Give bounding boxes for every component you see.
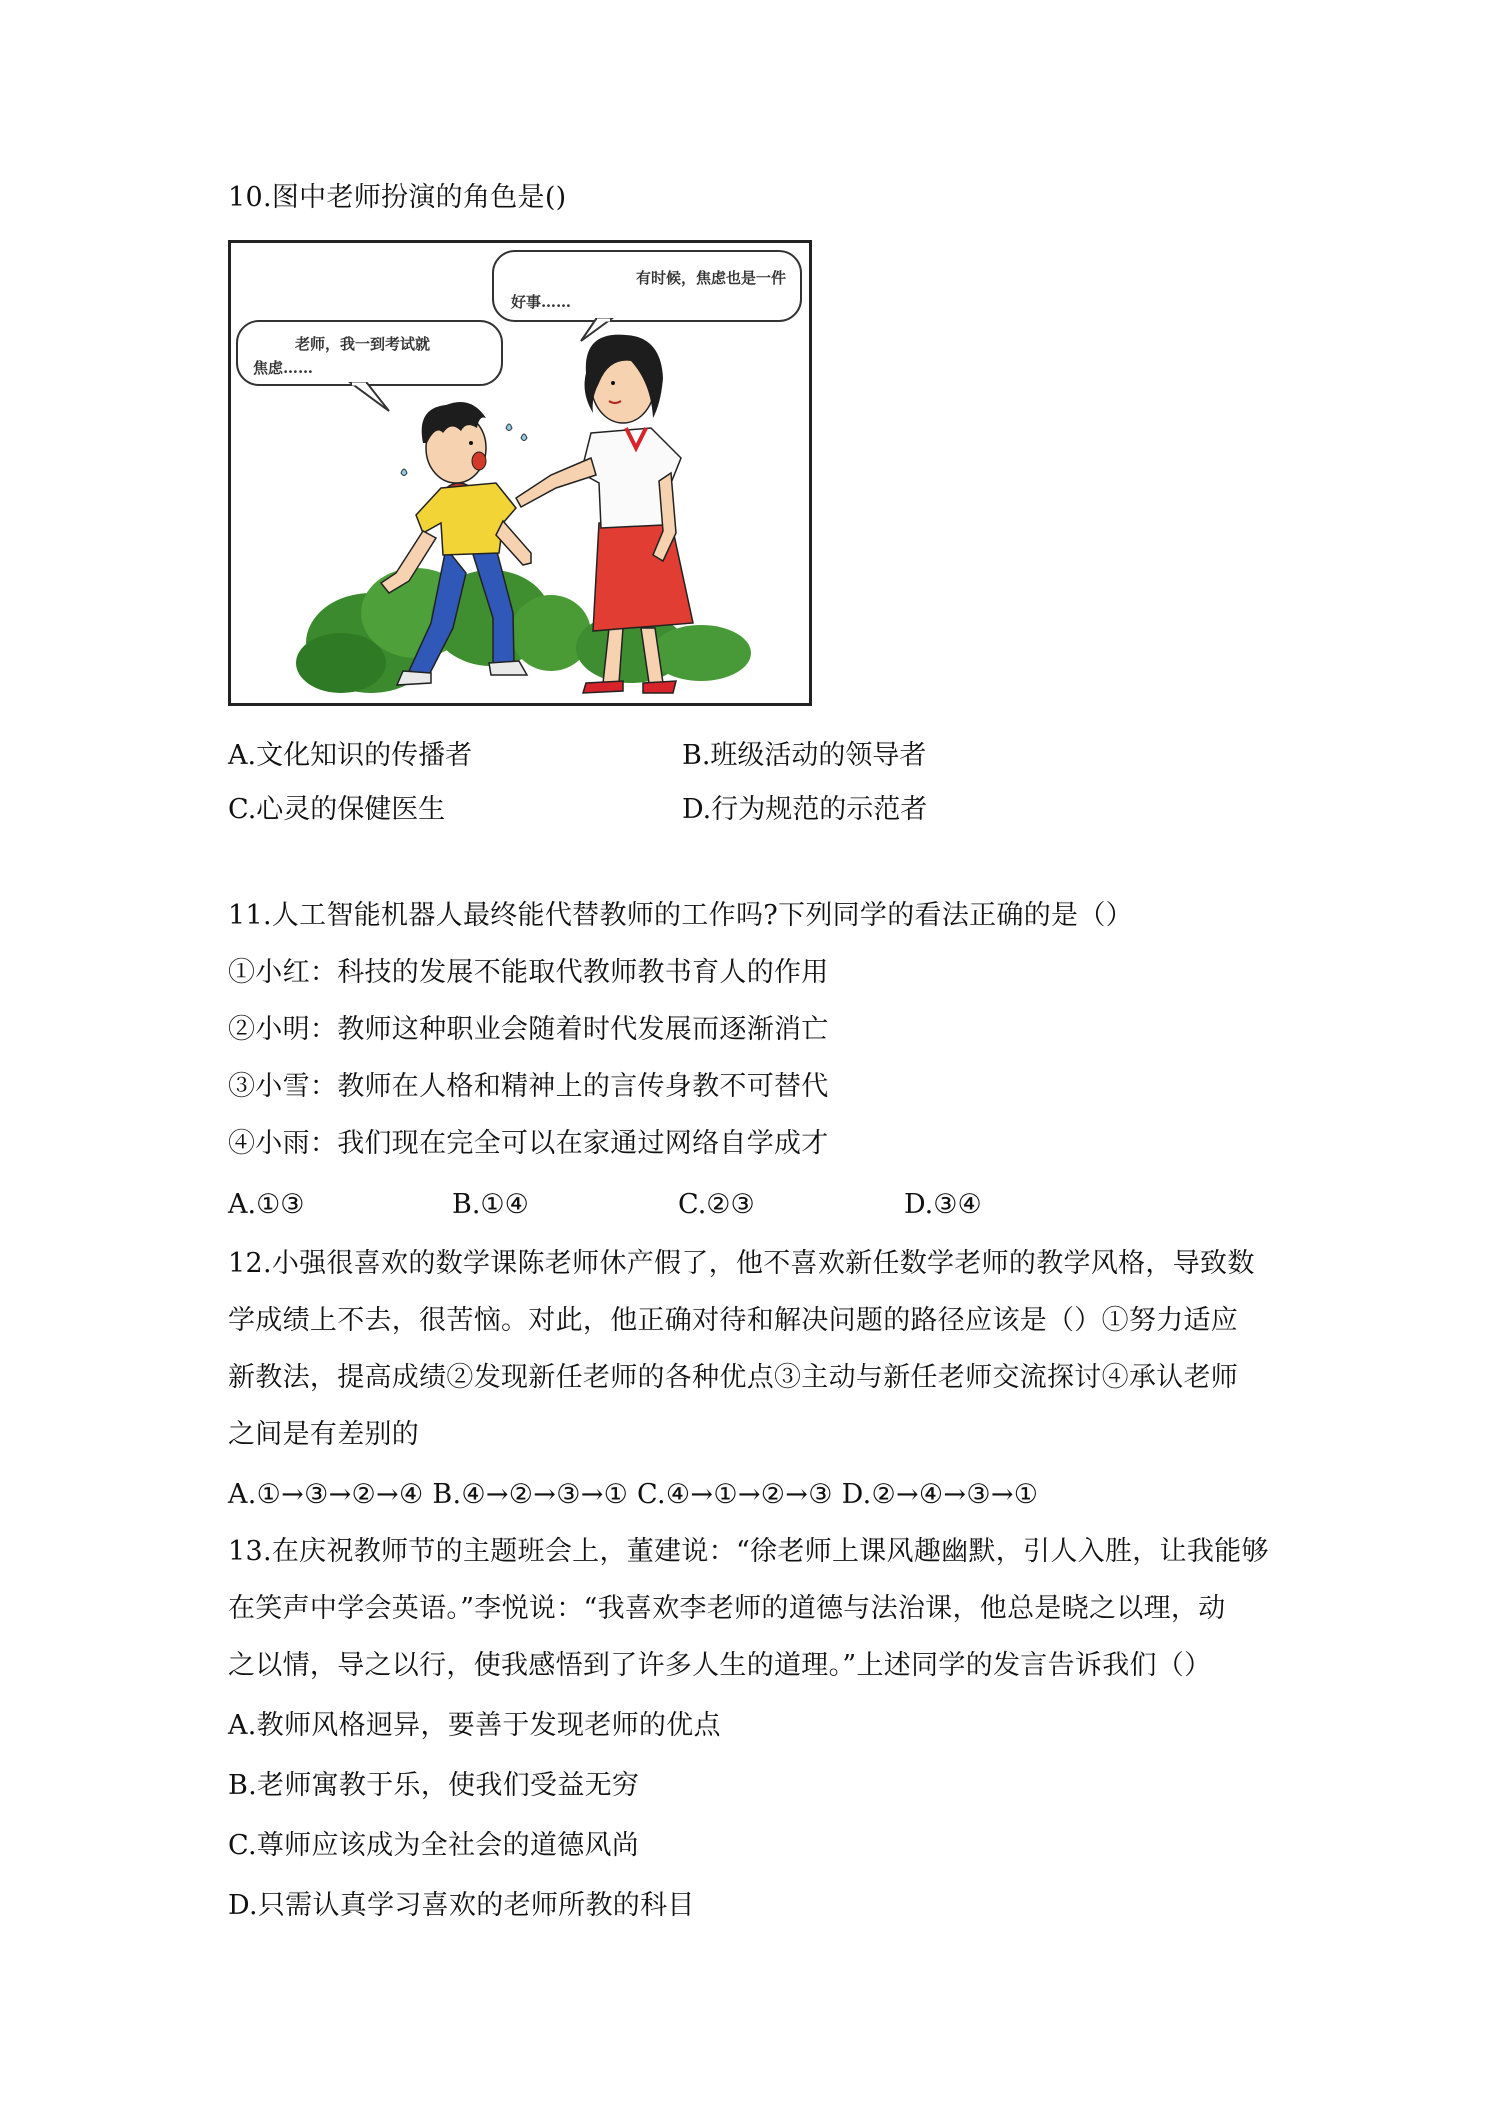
q12-line-3: 新教法，提高成绩②发现新任老师的各种优点③主动与新任老师交流探讨④承认老师 [228,1362,1239,1393]
q13-option-d[interactable]: D.只需认真学习喜欢的老师所教的科目 [228,1890,695,1921]
q13-option-b[interactable]: B.老师寓教于乐，使我们受益无穷 [228,1770,640,1801]
cartoon-figure [228,240,812,706]
q11-option-b[interactable]: B.①④ [452,1189,529,1220]
teacher-speech-bubble [493,251,801,341]
cartoon-illustration [231,243,809,703]
student-bubble-line2: 焦虑…… [253,359,314,377]
q12-line-2: 学成绩上不去，很苦恼。对此，他正确对待和解决问题的路径应该是（）①努力适应 [228,1305,1239,1336]
teacher-bubble-line2: 好事…… [511,293,572,311]
q10-option-c[interactable]: C.心灵的保健医生 [228,794,446,825]
q13-option-c[interactable]: C.尊师应该成为全社会的道德风尚 [228,1830,640,1861]
student-speech-bubble [237,321,502,411]
q11-statement-2: ②小明：教师这种职业会随着时代发展而逐渐消亡 [228,1014,829,1045]
q11-option-a[interactable]: A.①③ [228,1189,305,1220]
q10-option-d[interactable]: D.行为规范的示范者 [682,794,928,825]
q13-line-1: 13.在庆祝教师节的主题班会上，董建说：“徐老师上课风趣幽默，引人入胜，让我能够 [228,1536,1269,1567]
q12-options[interactable]: A.①→③→②→④ B.④→②→③→① C.④→①→②→③ D.②→④→③→① [228,1479,1039,1510]
q11-stem: 11.人工智能机器人最终能代替教师的工作吗?下列同学的看法正确的是（） [228,900,1133,931]
q11-statement-3: ③小雪：教师在人格和精神上的言传身教不可替代 [228,1071,829,1102]
q10-option-b[interactable]: B.班级活动的领导者 [682,740,927,771]
q13-option-a[interactable]: A.教师风格迥异，要善于发现老师的优点 [228,1710,721,1741]
q13-line-2: 在笑声中学会英语。”李悦说：“我喜欢李老师的道德与法治课，他总是晓之以理，动 [228,1593,1226,1624]
q12-line-1: 12.小强很喜欢的数学课陈老师休产假了，他不喜欢新任数学老师的教学风格，导致数 [228,1248,1255,1279]
q12-line-4: 之间是有差别的 [228,1419,420,1450]
q11-option-d[interactable]: D.③④ [904,1189,982,1220]
q11-statement-4: ④小雨：我们现在完全可以在家通过网络自学成才 [228,1128,829,1159]
q11-option-c[interactable]: C.②③ [678,1189,755,1220]
teacher-bubble-line1: 有时候，焦虑也是一件 [636,269,787,287]
q11-statement-1: ①小红：科技的发展不能取代教师教书育人的作用 [228,957,829,988]
q10-stem: 10.图中老师扮演的角色是() [228,182,567,213]
q13-line-3: 之以情，导之以行，使我感悟到了许多人生的道理。”上述同学的发言告诉我们（） [228,1650,1212,1681]
q10-option-a[interactable]: A.文化知识的传播者 [228,740,473,771]
student-bubble-line1: 老师，我一到考试就 [295,335,431,353]
